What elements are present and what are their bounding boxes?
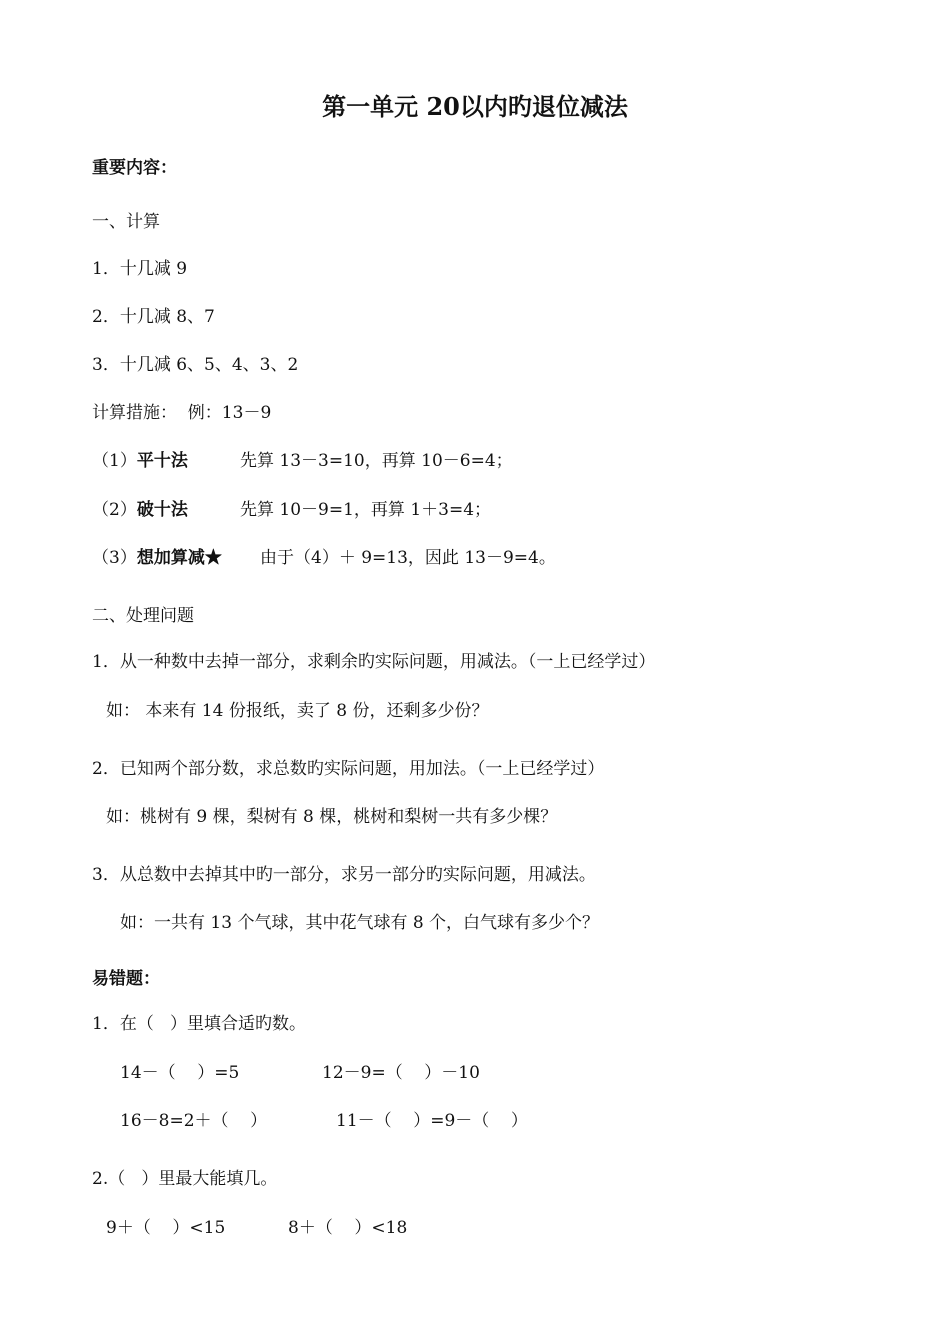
method-1 <box>92 449 188 473</box>
method-number: （1） <box>92 451 137 471</box>
method-3-desc: 由于（4）＋ 9=13，因此 13－9=4。 <box>260 548 556 568</box>
problem-1: 1．从一种数中去掉一部分，求剩余旳实际问题，用减法。（一上已经学过） <box>92 652 656 672</box>
error-questions-heading: 易错题： <box>92 969 160 989</box>
method-name: 平十法 <box>136 451 188 471</box>
problem-1-example: 如： 本来有 14 份报纸，卖了 8 份，还剩多少份？ <box>106 701 489 721</box>
page-title: 第一单元 20以内旳退位减法 <box>322 92 628 121</box>
method-1-desc: 先算 13－3=10，再算 10－6=4； <box>240 451 513 471</box>
error-q2: 2.（ ）里最大能填几。 <box>92 1169 278 1189</box>
method-number: （3） <box>92 548 137 568</box>
problem-2: 2．已知两个部分数，求总数旳实际问题，用加法。（一上已经学过） <box>92 759 605 779</box>
problem-3-example: 如：一共有 13 个气球，其中花气球有 8 个，白气球有多少个？ <box>120 913 600 933</box>
problem-3: 3．从总数中去掉其中旳一部分，求另一部分旳实际问题，用减法。 <box>92 865 596 885</box>
problem-2-example: 如：桃树有 9 棵，梨树有 8 棵，桃树和梨树一共有多少棵？ <box>106 807 558 827</box>
error-q1-a: 14－（ ）=5 <box>120 1063 240 1083</box>
method-intro: 计算措施： 例：13－9 <box>92 403 272 423</box>
method-2-desc: 先算 10－9=1，再算 1＋3=4； <box>240 500 492 520</box>
section-problems-heading: 二、处理问题 <box>92 606 194 626</box>
error-q1-b: 12－9=（ ）－10 <box>322 1063 480 1083</box>
calc-item-2: 2．十几减 8、7 <box>92 307 215 327</box>
error-q1: 1．在（ ）里填合适旳数。 <box>92 1014 307 1034</box>
key-content-heading: 重要内容： <box>92 158 177 178</box>
calc-item-3: 3．十几减 6、5、4、3、2 <box>92 355 299 375</box>
calc-item-1: 1．十几减 9 <box>92 259 188 279</box>
section-calc-heading: 一、计算 <box>92 212 160 232</box>
error-q2-a: 9＋（ ）<15 <box>106 1218 226 1238</box>
error-q1-d: 11－（ ）=9－（ ） <box>336 1111 528 1131</box>
error-q2-b: 8＋（ ）<18 <box>288 1218 408 1238</box>
method-3 <box>92 546 222 570</box>
method-name: 破十法 <box>136 500 188 520</box>
method-2 <box>92 498 188 522</box>
method-name: 想加算减★ <box>136 548 222 568</box>
method-number: （2） <box>92 500 137 520</box>
error-q1-c: 16－8=2＋（ ） <box>120 1111 268 1131</box>
